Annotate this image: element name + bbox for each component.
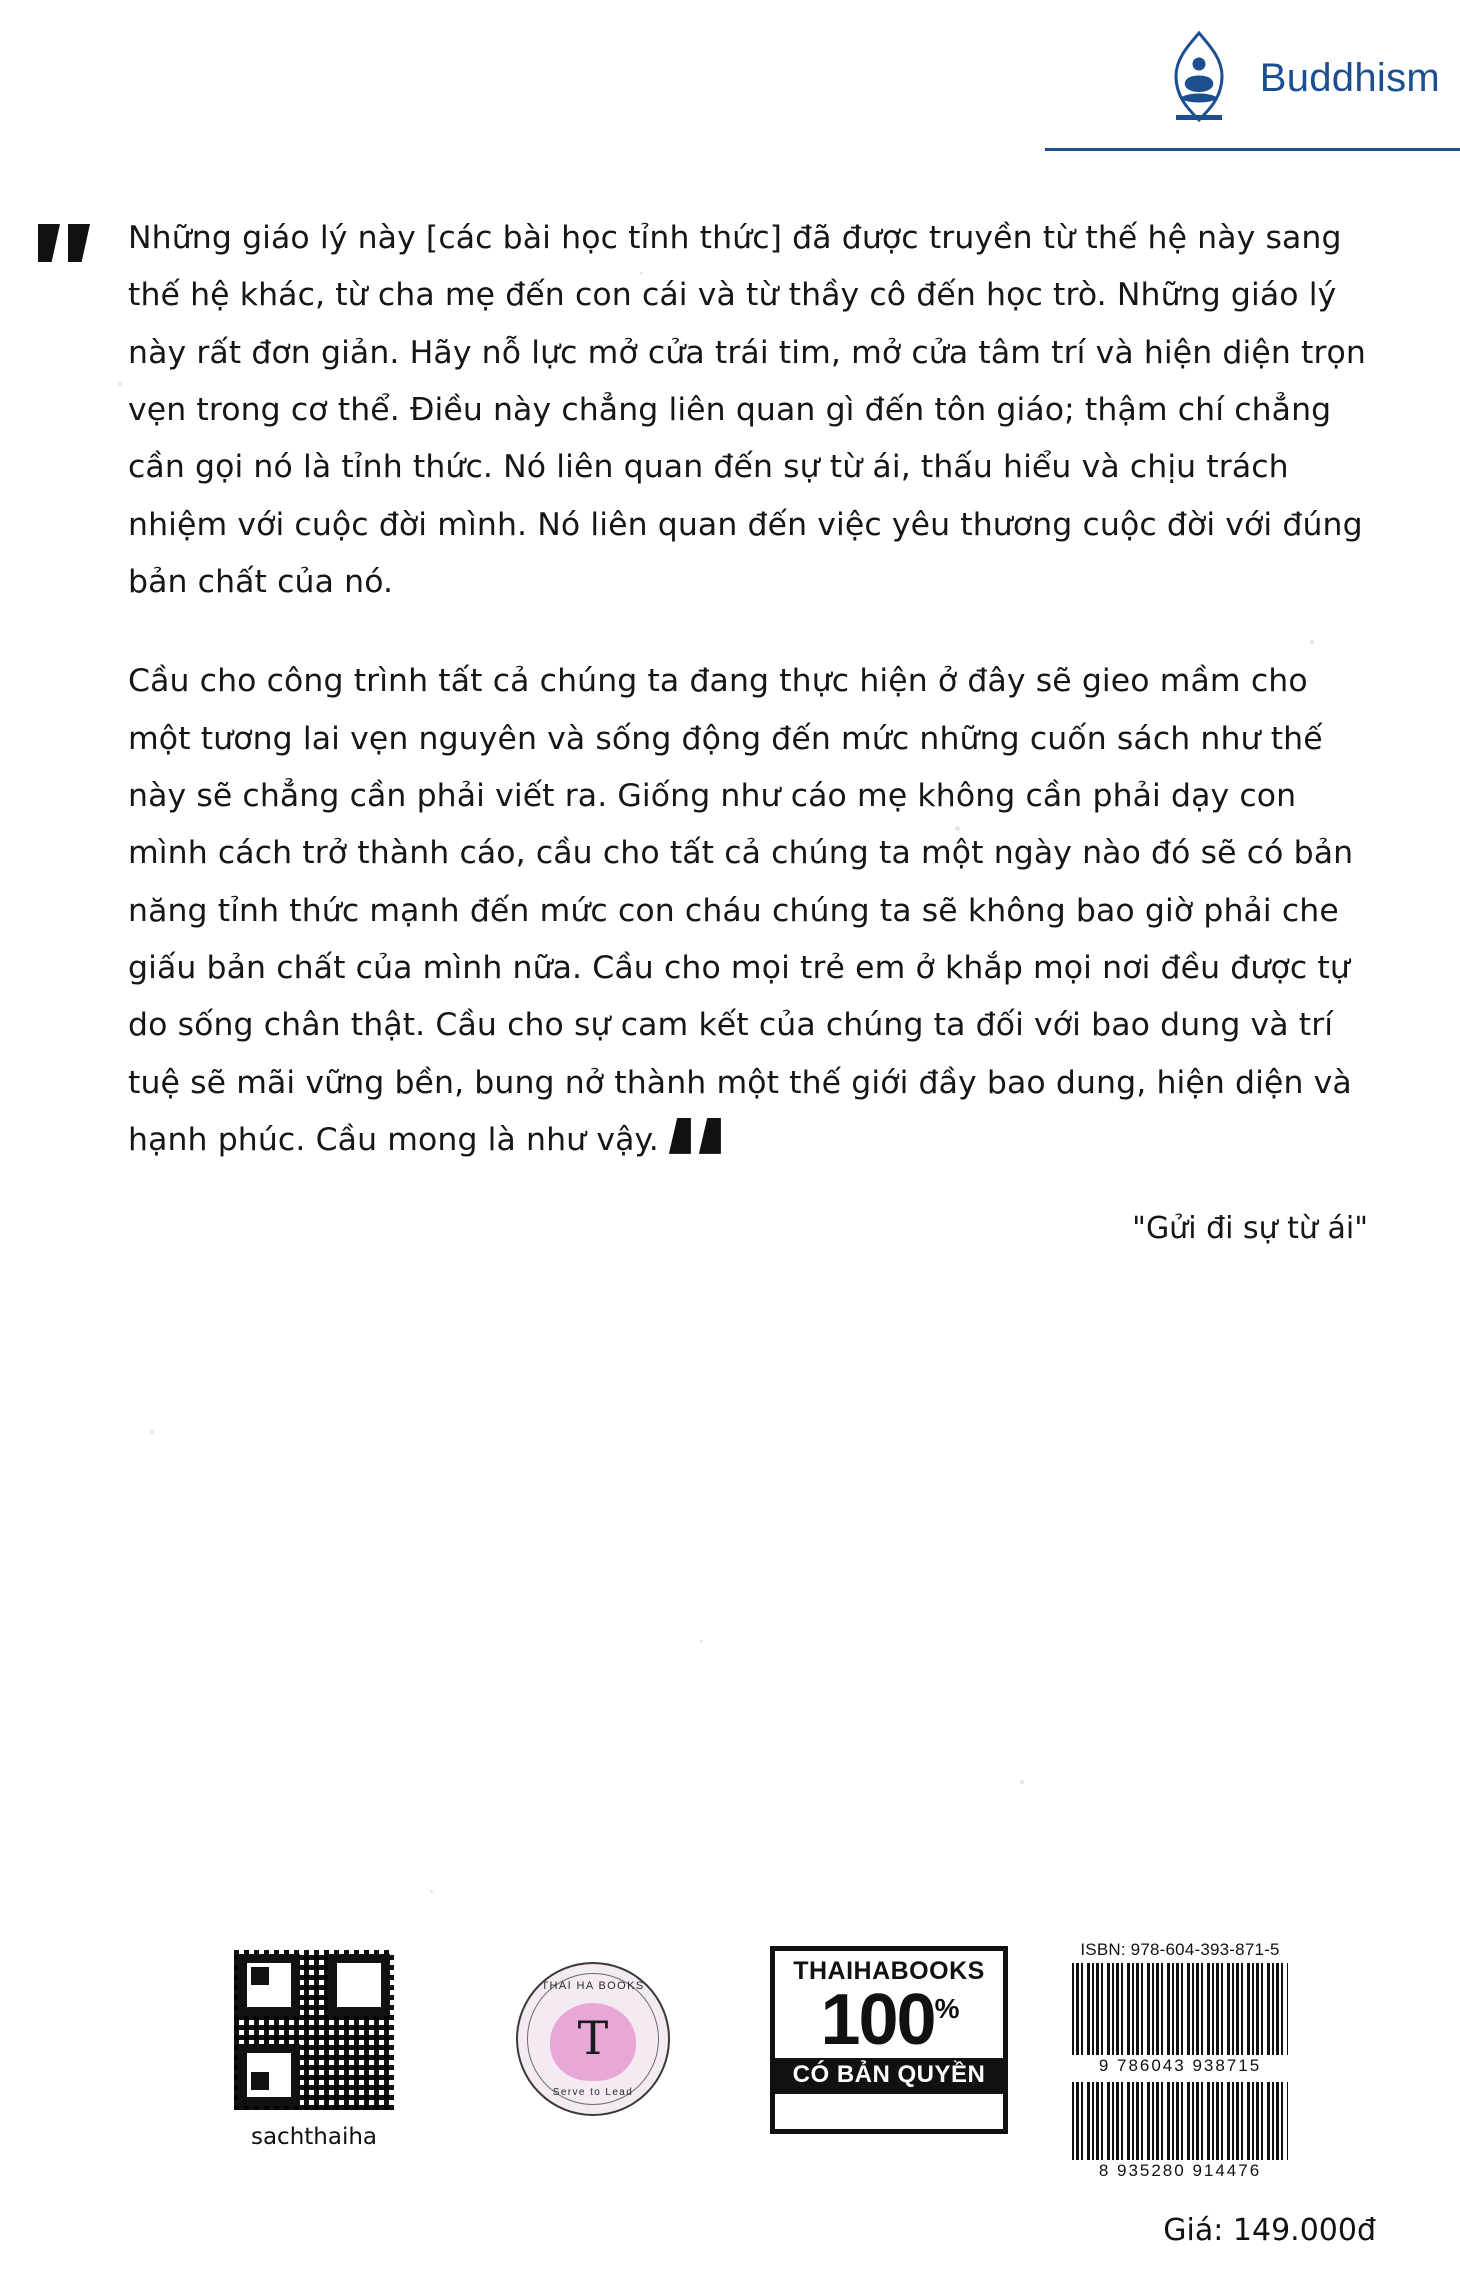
isbn-block <box>1065 1940 1295 2181</box>
quote-paragraph-2: Cầu cho công trình tất cả chúng ta đang thực hiện ở đây sẽ gieo mầm cho một tương lai vẹn nguyên và sống động đến mức những cuốn sách như thế này sẽ chẳng cần phải viết ra. Giống như cáo mẹ không cần phải dạy con mình cách trở thành cáo, cầu cho tất cả chúng ta một ngày nào đó sẽ có bản năng tỉnh thức mạnh đến mức con cháu chúng ta sẽ không bao giờ phải che giấu bản chất của mình nữa. Cầu cho mọi trẻ em ở khắp mọi nơi đều được tự do sống chân thật. Cầu cho sự cam kết của chúng ta đối với bao dung và trí tuệ sẽ mãi vững bền, bung nở thành một thế giới đầy bao dung, hiện diện và hạnh phúc. Cầu mong là như vậy. <box>128 663 1354 1158</box>
quote-paragraph-1: Những giáo lý này [các bài học tỉnh thức] đã được truyền từ thế hệ này sang thế hệ khác, từ cha mẹ đến con cái và từ thầy cô đến học trò. Những giáo lý này rất đơn giản. Hãy nỗ lực mở cửa trái tim, mở cửa tâm trí và hiện diện trọn vẹn trong cơ thể. Điều này chẳng liên quan gì đến tôn giáo; thậm chí chẳng cần gọi nó là tỉnh thức. Nó liên quan đến sự từ ái, thấu hiểu và chịu trách nhiệm với cuộc đời mình. Nó liên quan đến việc yêu thương cuộc đời với đúng bản chất của nó. <box>128 220 1366 600</box>
close-quote-icon <box>669 1124 727 1154</box>
paper-speck <box>700 1640 703 1643</box>
header-rule <box>1045 148 1460 151</box>
price-label: Giá: 149.000đ <box>1163 2213 1376 2248</box>
stamp-big-label <box>775 1980 1003 2060</box>
barcode-icon <box>1072 1963 1288 2055</box>
seal-bottom-text: Serve to Lead <box>552 2087 634 2098</box>
open-quote-icon <box>38 224 94 264</box>
barcode-icon <box>1072 2082 1288 2160</box>
stamp-bottom-label: CÓ BẢN QUYỀN <box>775 2058 1003 2094</box>
qr-label: sachthaiha <box>250 2124 378 2150</box>
paper-speck <box>150 1430 154 1434</box>
stamp-top-label: THAIHABOOKS <box>793 1957 985 1985</box>
quote-attribution: "Gửi đi sự từ ái" <box>1132 1211 1368 1247</box>
buddha-meditation-icon <box>1156 30 1242 126</box>
paper-speck <box>1020 1780 1024 1784</box>
seal-top-text: THAI HA BOOKS <box>541 1980 645 1992</box>
paper-speck <box>430 1890 433 1893</box>
quote-block <box>0 210 1460 1246</box>
copyright-stamp <box>770 1946 1008 2134</box>
brand-block <box>1156 30 1440 126</box>
isbn-text: ISBN: 978-604-393-871-5 <box>1080 1940 1280 1959</box>
qr-block <box>228 1950 400 2150</box>
stamp-percent: % <box>934 1993 958 2024</box>
qr-code-icon[interactable] <box>234 1950 394 2110</box>
barcode-digits-top: 9 786043 938715 <box>1098 2056 1262 2075</box>
barcode-digits-bottom: 8 935280 914476 <box>1098 2161 1262 2180</box>
page-header <box>0 0 1460 150</box>
thai-ha-books-seal-icon <box>516 1962 670 2116</box>
seal-glyph: T <box>577 2010 609 2065</box>
page-footer <box>0 1940 1460 2248</box>
quote-paragraph-2-wrap <box>0 653 1460 1169</box>
brand-label: Buddhism <box>1259 55 1440 100</box>
stamp-big-number: 100 <box>820 1980 935 2060</box>
